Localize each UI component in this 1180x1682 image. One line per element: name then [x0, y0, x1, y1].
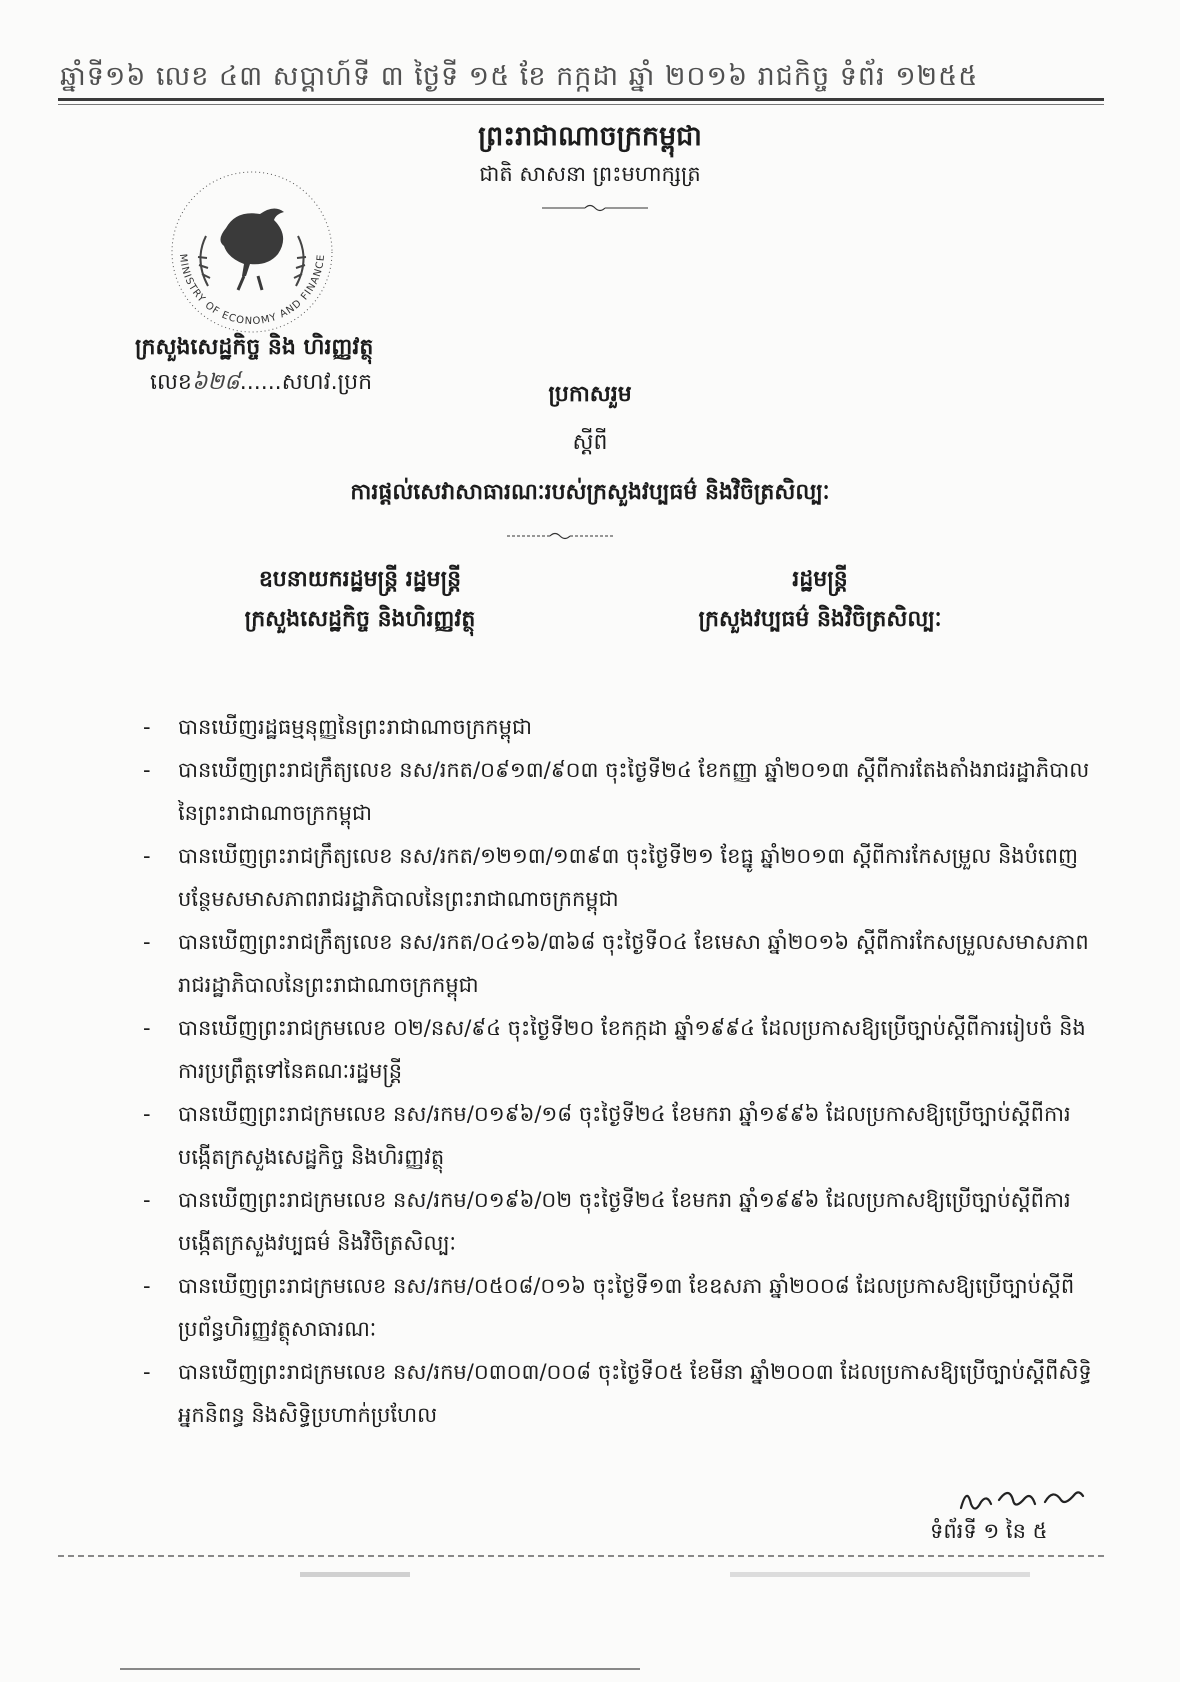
motto-flourish — [540, 202, 650, 214]
ministry-seal-icon — [168, 168, 336, 336]
consideration-item: - បានឃើញព្រះរាជក្រមលេខ នស/រកម/០១៩៦/១៨ ចុះថ្ងៃទី២៤ ខែមករា ឆ្នាំ១៩៩៦ ដែលប្រកាសឱ្យប្រើច្បាប់ស្តីពីការបង្កើតក្រសួងសេដ្ឋកិច្ច និងហិរញ្ញវត្ថុ — [143, 1093, 1103, 1179]
ref-prefix: លេខ — [150, 370, 192, 395]
header-rule — [58, 98, 1104, 101]
minister-right — [650, 560, 990, 640]
page-number: ទំព័រទី ១ នៃ ៥ — [930, 1519, 1048, 1543]
ref-dots: ...... — [239, 370, 282, 395]
minister-left — [210, 560, 510, 640]
minister-right-ministry: ក្រសួងវប្បធម៌ និងវិចិត្រសិល្បៈ — [698, 607, 942, 632]
considerations-list — [143, 706, 1103, 1437]
ref-suffix: សហវ.ប្រក — [281, 370, 373, 395]
minister-left-ministry: ក្រសួងសេដ្ឋកិច្ច និងហិរញ្ញវត្ថុ — [244, 607, 476, 632]
kingdom-title: ព្រះរាជាណាចក្រកម្ពុជា — [478, 121, 702, 152]
consideration-item: - បានឃើញព្រះរាជក្រឹត្យលេខ នស/រកត/០៩១៣/៩០៣ ចុះថ្ងៃទី២៤ ខែកញ្ញា ឆ្នាំ២០១៣ ស្តីពីការតែងតាំងរាជរដ្ឋាភិបាលនៃព្រះរាជាណាចក្រកម្ពុជា — [143, 749, 1103, 835]
consideration-item: - បានឃើញព្រះរាជក្រមលេខ នស/រកម/០៣០៣/០០៨ ចុះថ្ងៃទី០៥ ខែមីនា ឆ្នាំ២០០៣ ដែលប្រកាសឱ្យប្រើច្បាប់ស្តីពីសិទ្ធិអ្នកនិពន្ធ និងសិទ្ធិប្រហាក់ប្រហែល — [143, 1351, 1103, 1437]
minister-right-title: រដ្ឋមន្ត្រី — [792, 567, 848, 592]
seal-text: MINISTRY OF ECONOMY AND FINANCE — [176, 253, 328, 328]
national-motto: ជាតិ សាសនា ព្រះមហាក្សត្រ — [479, 162, 701, 186]
consideration-item: - បានឃើញព្រះរាជក្រមលេខ ០២/នស/៩៤ ចុះថ្ងៃទី២០ ខែកក្កដា ឆ្នាំ១៩៩៤ ដែលប្រកាសឱ្យប្រើច្បាប់ស្តីពីការរៀបចំ និងការប្រព្រឹត្តទៅនៃគណៈរដ្ឋមន្ត្រី — [143, 1007, 1103, 1093]
consideration-item: - បានឃើញរដ្ឋធម្មនុញ្ញនៃព្រះរាជាណាចក្រកម្ពុជា — [143, 706, 1103, 749]
subject-flourish — [505, 530, 615, 542]
faint-bleedthrough-text — [300, 1568, 1060, 1582]
document-type: ប្រកាសរួម — [548, 382, 632, 407]
document-about: ស្តីពី — [572, 430, 608, 455]
gazette-header-line: ឆ្នាំទី១៦ លេខ ៤៣ សប្តាហ៍ទី ៣ ថ្ងៃទី ១៥ ខែ កក្កដា ឆ្នាំ ២០១៦ រាជកិច្ច ទំព័រ ១២៥៥ — [60, 61, 979, 92]
initials-signature — [955, 1480, 1095, 1520]
footer-rule — [58, 1555, 1104, 1557]
consideration-item: - បានឃើញព្រះរាជក្រឹត្យលេខ នស/រកត/១២១៣/១៣៩៣ ចុះថ្ងៃទី២១ ខែធ្នូ ឆ្នាំ២០១៣ ស្តីពីការកែសម្រួល និងបំពេញបន្ថែមសមាសភាពរាជរដ្ឋាភិបាលនៃព្រះរាជាណាចក្រកម្ពុជា — [143, 835, 1103, 921]
consideration-item: - បានឃើញព្រះរាជក្រមលេខ នស/រកម/០៥០៨/០១៦ ចុះថ្ងៃទី១៣ ខែឧសភា ឆ្នាំ២០០៨ ដែលប្រកាសឱ្យប្រើច្បាប់ស្តីពីប្រព័ន្ធហិរញ្ញវត្ថុសាធារណៈ — [143, 1265, 1103, 1351]
bottom-edge-mark — [120, 1668, 640, 1670]
consideration-item: - បានឃើញព្រះរាជក្រមលេខ នស/រកម/០១៩៦/០២ ចុះថ្ងៃទី២៤ ខែមករា ឆ្នាំ១៩៩៦ ដែលប្រកាសឱ្យប្រើច្បាប់ស្តីពីការបង្កើតក្រសួងវប្បធម៌ និងវិចិត្រសិល្បៈ — [143, 1179, 1103, 1265]
consideration-item: - បានឃើញព្រះរាជក្រឹត្យលេខ នស/រកត/០៤១៦/៣៦៨ ចុះថ្ងៃទី០៤ ខែមេសា ឆ្នាំ២០១៦ ស្តីពីការកែសម្រួលសមាសភាពរាជរដ្ឋាភិបាលនៃព្រះរាជាណាចក្រកម្ពុជា — [143, 921, 1103, 1007]
document-subject: ការផ្តល់សេវាសាធារណៈរបស់ក្រសួងវប្បធម៌ និងវិចិត្រសិល្បៈ — [350, 480, 830, 505]
ref-number-handwritten: ៦២៨ — [191, 370, 240, 395]
issuing-ministry-name: ក្រសួងសេដ្ឋកិច្ច និង ហិរញ្ញវត្ថុ — [135, 335, 374, 360]
minister-left-title: ឧបនាយករដ្ឋមន្ត្រី រដ្ឋមន្ត្រី — [258, 567, 462, 592]
header-rule-thin — [58, 104, 1104, 105]
